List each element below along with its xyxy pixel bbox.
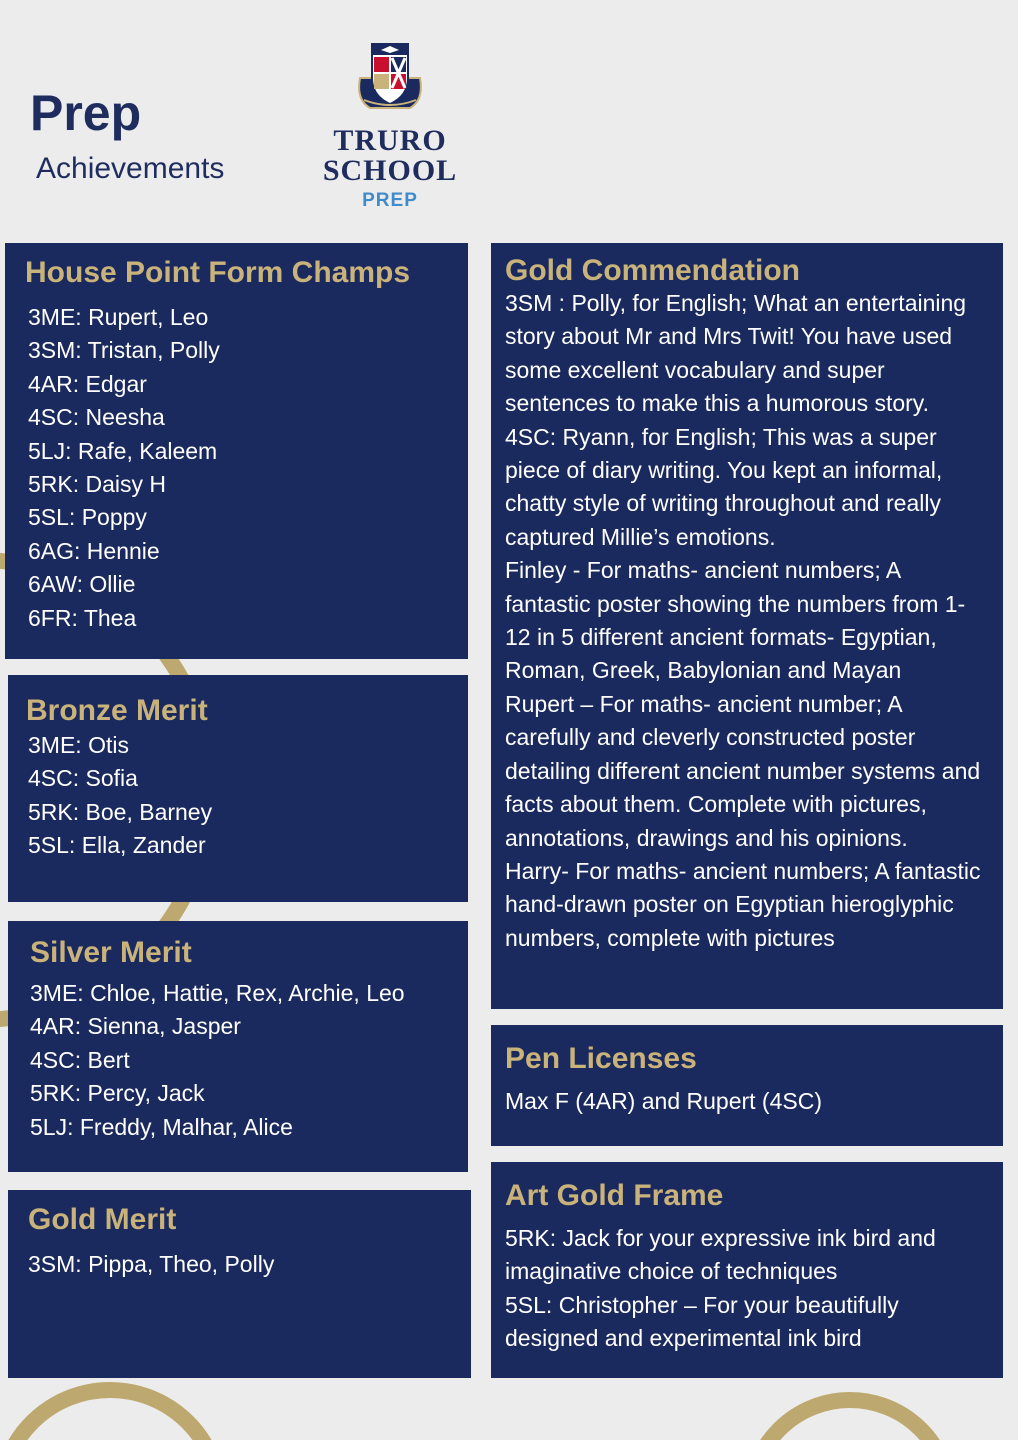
logo-wordmark-truro: TRURO xyxy=(333,124,447,157)
list-item: 5RK: Boe, Barney xyxy=(28,798,213,825)
art-entry: 5SL: Christopher – For your beautifully designed and experimental ink bird xyxy=(505,1291,899,1352)
gold-commendation-title: Gold Commendation xyxy=(505,254,800,287)
list-item: 4AR: Sienna, Jasper xyxy=(30,1013,241,1040)
list-item: 5LJ: Rafe, Kaleem xyxy=(28,437,218,464)
bronze-merit-title: Bronze Merit xyxy=(26,694,208,727)
pen-licenses-text: Max F (4AR) and Rupert (4SC) xyxy=(505,1088,822,1114)
pen-licenses-title: Pen Licenses xyxy=(505,1042,697,1075)
logo-wordmark-school: SCHOOL xyxy=(322,154,458,187)
gold-commendation-panel xyxy=(491,243,1003,1009)
list-item: 3ME: Rupert, Leo xyxy=(28,304,209,330)
commendation-entry: Finley - For maths- ancient numbers; A fantastic poster showing the numbers from 1-12 in 5 different ancient formats- Egyptian, Roman, Greek, Babylonian and Mayan xyxy=(505,557,966,684)
silver-merit-title: Silver Merit xyxy=(30,936,192,969)
bronze-merit-panel xyxy=(8,675,468,902)
house-point-panel xyxy=(5,243,468,659)
page-title: Prep xyxy=(30,85,142,141)
list-item: 5LJ: Freddy, Malhar, Alice xyxy=(30,1113,293,1140)
list-item: 4AR: Edgar xyxy=(28,370,147,397)
commendation-entry: Rupert – For maths- ancient number; A carefully and cleverly constructed poster detailing different ancient number systems and facts about them. Complete with pictures, annotations, drawings and his opinions. xyxy=(505,690,981,851)
list-item: 5RK: Daisy H xyxy=(28,471,167,498)
art-gold-frame-title: Art Gold Frame xyxy=(505,1179,724,1212)
list-item: 6AW: Ollie xyxy=(28,571,136,598)
list-item: 3ME: Chloe, Hattie, Rex, Archie, Leo xyxy=(30,980,405,1006)
list-item: 6AG: Hennie xyxy=(28,537,160,564)
list-item: 3SM: Pippa, Theo, Polly xyxy=(28,1251,275,1277)
list-item: 5RK: Percy, Jack xyxy=(30,1080,205,1107)
logo-wordmark-prep: PREP xyxy=(362,190,418,211)
school-logo xyxy=(300,36,480,212)
commendation-entry: 3SM : Polly, for English; What an entertaining story about Mr and Mrs Twit! You have used some excellent vocabulary and super sentences to make this a humorous story. xyxy=(505,290,967,417)
gold-merit-panel xyxy=(8,1190,471,1378)
school-crest-icon xyxy=(350,36,430,116)
list-item: 3ME: Otis xyxy=(28,732,129,758)
list-item: 4SC: Sofia xyxy=(28,765,138,792)
gold-merit-title: Gold Merit xyxy=(28,1203,177,1236)
art-entry: 5RK: Jack for your expressive ink bird and imaginative choice of techniques xyxy=(505,1225,936,1285)
commendation-entry: 4SC: Ryann, for English; This was a super piece of diary writing. You kept an informal, chatty style of writing throughout and really captured Millie’s emotions. xyxy=(505,423,943,550)
pen-licenses-panel xyxy=(491,1025,1003,1146)
list-item: 3SM: Tristan, Polly xyxy=(28,337,220,364)
list-item: 4SC: Bert xyxy=(30,1046,130,1073)
commendation-entry: Harry- For maths- ancient numbers; A fantastic hand-drawn poster on Egyptian hieroglyphic numbers, complete with pictures xyxy=(505,857,981,951)
silver-merit-panel xyxy=(8,921,468,1172)
list-item: 4SC: Neesha xyxy=(28,404,165,431)
list-item: 6FR: Thea xyxy=(28,604,137,631)
art-gold-frame-panel xyxy=(491,1162,1003,1378)
page-subtitle: Achievements xyxy=(36,152,225,185)
list-item: 5SL: Poppy xyxy=(28,504,147,531)
house-point-title: House Point Form Champs xyxy=(25,256,411,289)
list-item: 5SL: Ella, Zander xyxy=(28,832,206,859)
